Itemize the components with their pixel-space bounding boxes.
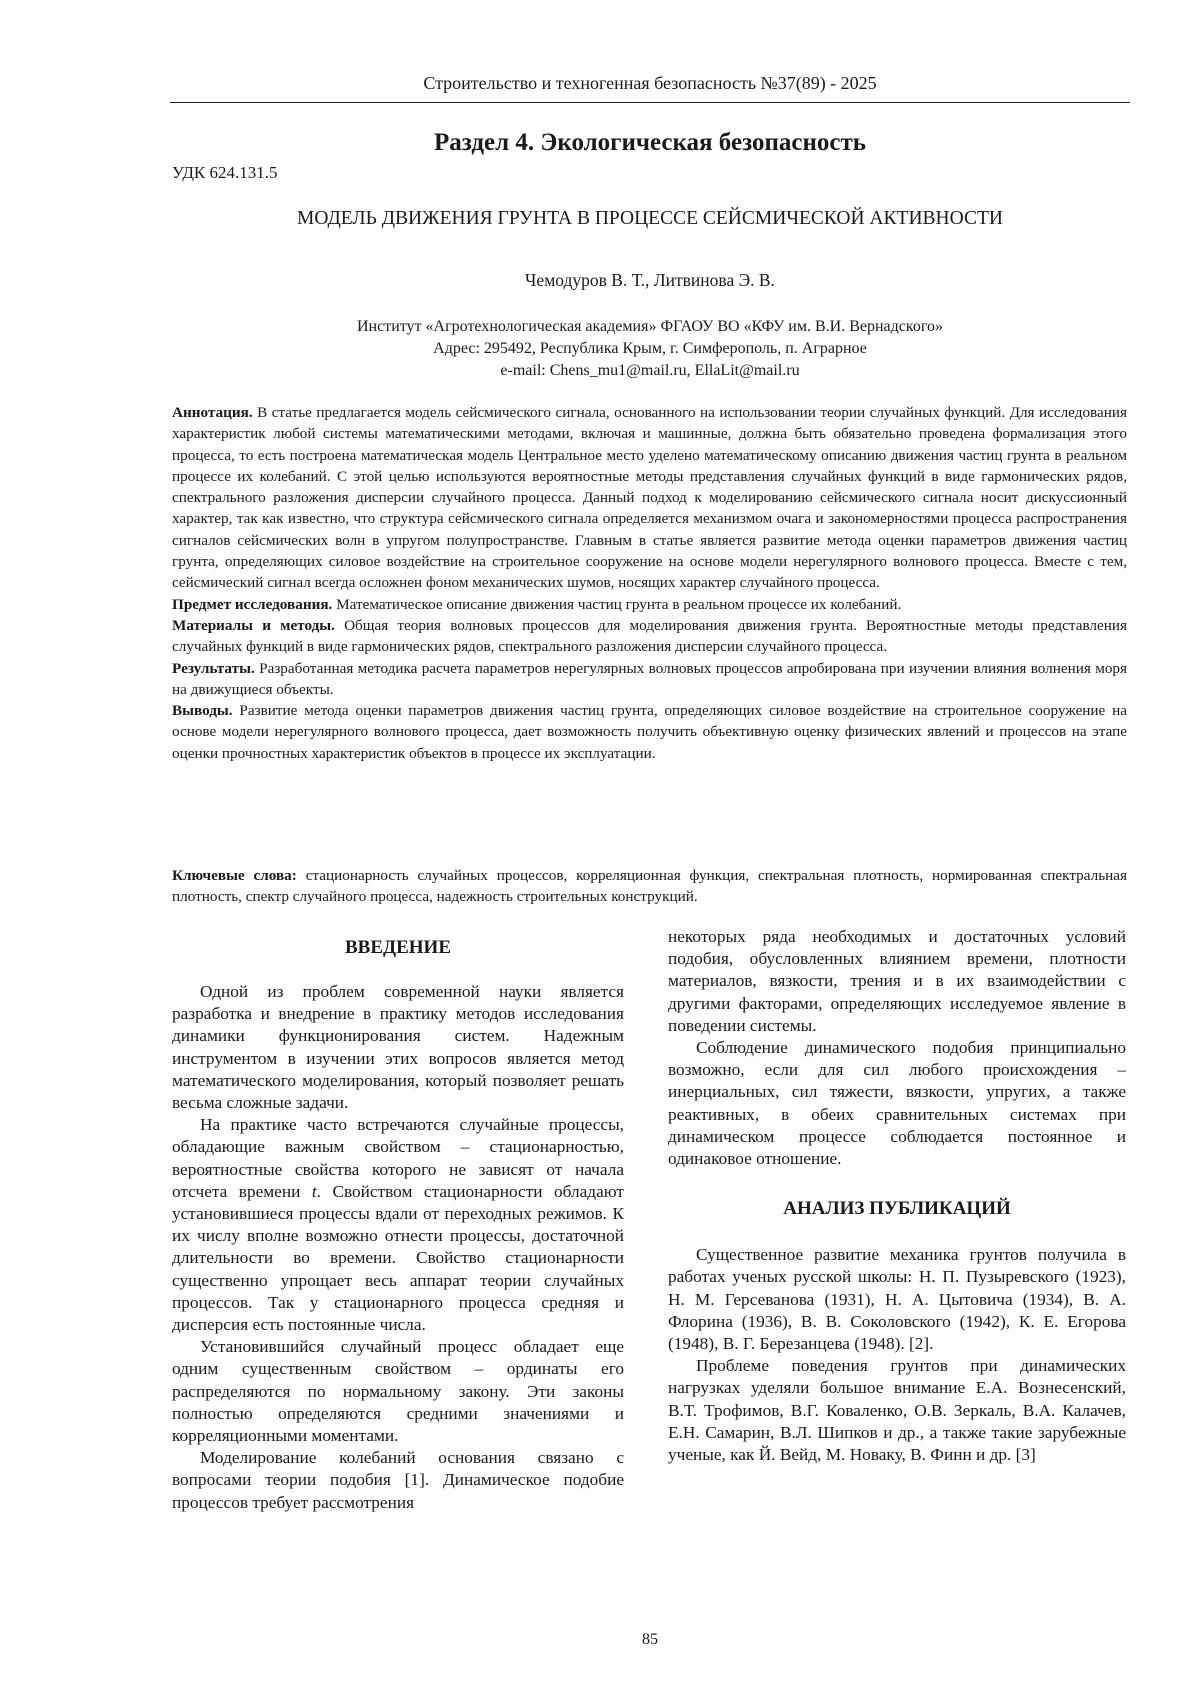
article-title: МОДЕЛЬ ДВИЖЕНИЯ ГРУНТА В ПРОЦЕССЕ СЕЙСМИЧЕСКОЙ АКТИВНОСТИ: [297, 208, 1003, 229]
running-head: Строительство и техногенная безопасность №37(89) - 2025: [423, 73, 877, 93]
intro-paragraph-4: Моделирование колебаний основания связано с вопросами теории подобия [1]. Динамическое подобие процессов требует рассмотрения: [172, 1448, 624, 1512]
results-paragraph: [172, 658, 1127, 701]
intro-p2-start: На практике часто встречаются случайные процессы, обладающие важным свойством – стационарностью, вероятностные свойства которого не зависят от начала отсчета времени: [172, 1115, 624, 1201]
conclusions-paragraph: [172, 700, 1127, 764]
keywords-paragraph: [172, 865, 1127, 908]
right-paragraph-2: Соблюдение динамического подобия принципиально возможно, если для сил любого происхождения – инерциальных, сил тяжести, вязкости, упругих, а также реактивных, в обеих сравнительных системах при динамическом процессе соблюдается постоянное и одинаковое отношение.: [668, 1038, 1126, 1169]
methods-paragraph: [172, 615, 1127, 658]
keywords-label: Ключевые слова:: [172, 867, 297, 884]
annotation-label: Аннотация.: [172, 404, 253, 421]
intro-paragraph-2: [172, 1114, 624, 1336]
intro-paragraph-3: Установившийся случайный процесс обладает еще одним существенным свойством – ординаты его распределяются по нормальному закону. Эти законы полностью определяются средними значениями и корреляционными моментами.: [172, 1337, 624, 1446]
subject-label: Предмет исследования.: [172, 595, 333, 613]
abstract: [172, 402, 1127, 764]
email: e-mail: Chens_mu1@mail.ru, EllaLit@mail.ru: [500, 362, 800, 379]
keywords-text: стационарность случайных процессов, корреляционная функция, спектральная плотность, нормированная спектральная плотность, спектр случайного процесса, надежность строительных конструкций.: [172, 867, 1128, 906]
institute: Институт «Агротехнологическая академия» ФГАОУ ВО «КФУ им. В.И. Вернадского»: [356, 318, 943, 335]
section-title: Раздел 4. Экологическая безопасность: [434, 129, 866, 156]
intro-heading: ВВЕДЕНИЕ: [345, 937, 451, 958]
results-text: Разработанная методика расчета параметров нерегулярных волновых процессов апробирована при изучении влияния волнения моря на движущиеся объекты.: [172, 659, 1128, 698]
keywords: [172, 865, 1127, 908]
right-column: [668, 926, 1126, 1466]
header-rule: [170, 102, 1130, 103]
analysis-paragraph-1: Существенное развитие механика грунтов получила в работах ученых русской школы: Н. П. Пузыревского (1923), Н. М. Герсеванова (1931), Н. А. Цытовича (1934), В. А. Флорина (1936), В. В. Соколовского (1942), К. Е. Егорова (1948), В. Г. Березанцева (1948). [2].: [668, 1245, 1126, 1354]
intro-p2-end: . Свойством стационарности обладают установившиеся процессы вдали от переходных режимов. К их числу вполне возможно отнести процессы, достаточной длительности во времени. Свойство стационарности существенно упрощает весь аппарат теории случайных процессов. Так у стационарного процесса средняя и дисперсия есть постоянные числа.: [172, 1181, 624, 1335]
right-paragraph-1: некоторых ряда необходимых и достаточных условий подобия, обусловленных влиянием времени, плотности материалов, вязкости, трения и в их взаимодействии с другими факторами, определяющих исследуемое явление в поведении системы.: [668, 927, 1126, 1035]
results-label: Результаты.: [172, 659, 255, 677]
methods-label: Материалы и методы.: [172, 616, 335, 634]
left-column: [172, 925, 624, 1514]
address: Адрес: 295492, Республика Крым, г. Симферополь, п. Аграрное: [433, 340, 867, 357]
analysis-paragraph-2: Проблеме поведения грунтов при динамических нагрузках уделяли большое внимание Е.А. Вознесенский, В.Т. Трофимов, В.Г. Коваленко, О.В. Зеркаль, В.А. Калачев, Е.Н. Самарин, В.Л. Шипков и др., а также такие зарубежные ученые, как Й. Вейд, М. Новаку, В. Финн и др. [3]: [668, 1356, 1126, 1465]
subject-paragraph: [172, 594, 1127, 615]
annotation-text: В статье предлагается модель сейсмического сигнала, основанного на использовании теории случайных функций. Для исследования характеристик любой системы математическими методами, включая и машинные, должна быть обязательно проведена формализация этого процесса, то есть построена математическая модель Центральное место уделено математическому описанию движения частиц грунта в реальном процессе их колебаний. С этой целью используются вероятностные методы представления случайных функций в виде гармонических рядов, спектрального разложения дисперсии случайного процесса. Данный подход к моделированию сейсмического сигнала носит дискуссионный характер, так как известно, что структура сейсмического сигнала определяется механизмом очага и закономерностями процесса распространения сигналов сейсмических волн в упругом полупространстве. Главным в статье является развитие метода оценки параметров движения частиц грунта, определяющих силовое воздействие на строительное сооружение на основе модели нерегулярного волнового процесса. Вместе с тем, сейсмический сигнал всегда осложнен фоном механических шумов, носящих характер случайного процесса.: [172, 404, 1127, 592]
analysis-heading: АНАЛИЗ ПУБЛИКАЦИЙ: [783, 1198, 1011, 1220]
intro-paragraph-1: Одной из проблем современной науки является разработка и внедрение в практику методов исследования динамики функционирования систем. Надежным инструментом в изучении этих вопросов является метод математического моделирования, который позволяет решать весьма сложные задачи.: [172, 982, 624, 1113]
authors: Чемодуров В. Т., Литвинова Э. В.: [525, 270, 775, 290]
conclusions-label: Выводы.: [172, 702, 233, 720]
conclusions-text: Развитие метода оценки параметров движения частиц грунта, определяющих силовое воздействие на строительное сооружение на основе модели нерегулярного волнового процесса, дает возможность получить объективную оценку физических явлений и процессов на этапе оценки прочностных характеристик объектов в процессе их эксплуатации.: [172, 702, 1127, 762]
affiliation: [170, 316, 1130, 382]
annotation-paragraph: [172, 402, 1127, 594]
page-number: 85: [642, 1631, 658, 1648]
time-variable: t: [311, 1181, 317, 1201]
udc-code: УДК 624.131.5: [172, 163, 278, 182]
subject-text: Математическое описание движения частиц грунта в реальном процессе их колебаний.: [336, 595, 902, 613]
methods-text: Общая теория волновых процессов для моделирования движения грунта. Вероятностные методы представления случайных функций в виде гармонических рядов, спектрального разложения дисперсии случайного процесса.: [172, 616, 1127, 656]
